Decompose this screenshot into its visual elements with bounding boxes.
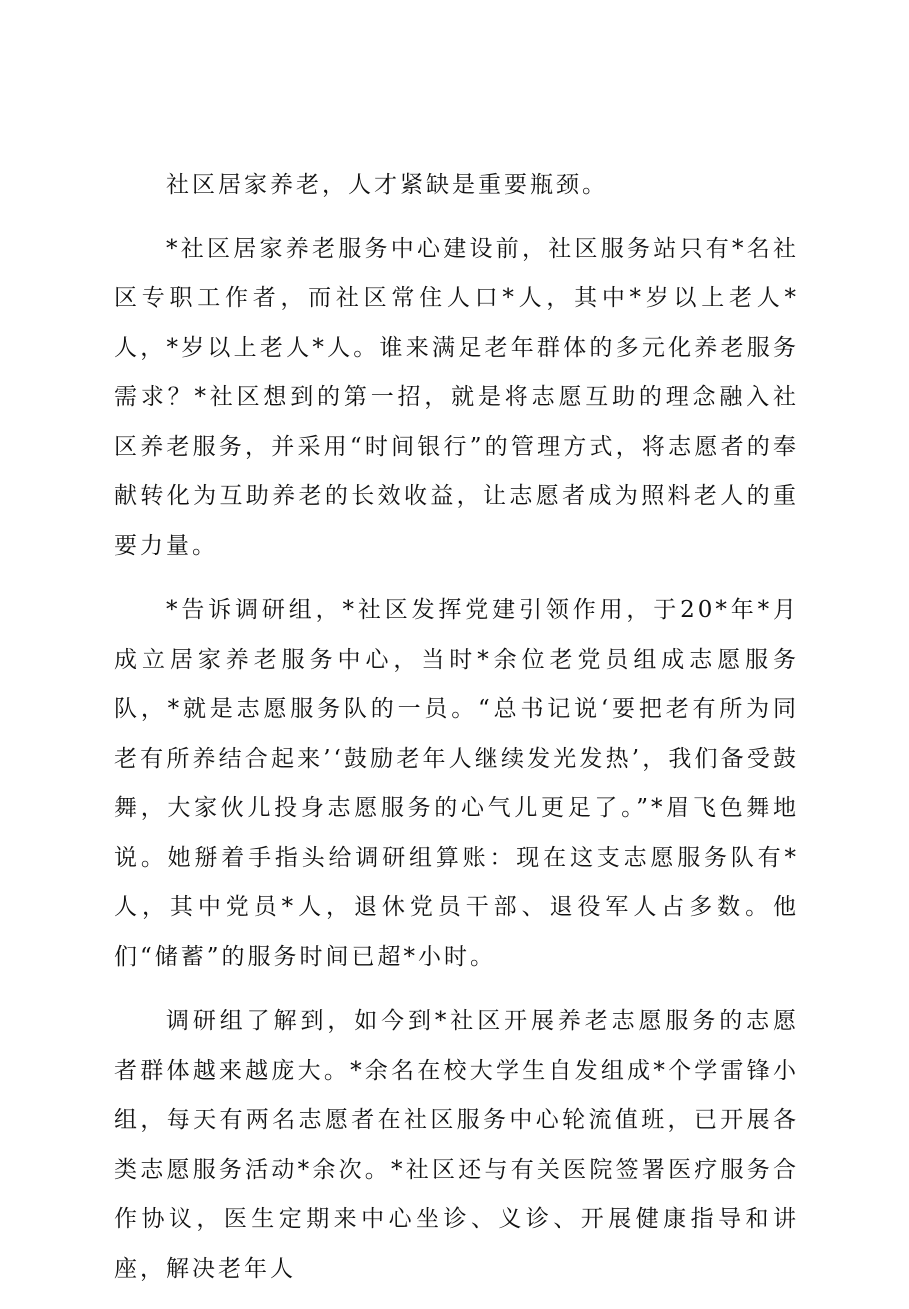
paragraph-2: *社区居家养老服务中心建设前，社区服务站只有*名社区专职工作者，而社区常住人口*人，其中*岁以上老人*人，*岁以上老人*人。谁来满足老年群体的多元化养老服务需求？*社区想到的第一招，就是将志愿互助的理念融入社区养老服务，并采用“时间银行”的管理方式，将志愿者的奉献转化为互助养老的长效收益，让志愿者成为照料老人的重要力量。 <box>114 235 799 559</box>
paragraph-3: *告诉调研组，*社区发挥党建引领作用，于20*年*月成立居家养老服务中心，当时*余位老党员组成志愿服务队，*就是志愿服务队的一员。“总书记说‘要把老有所为同老有所养结合起来’‘鼓励老年人继续发光发热’，我们备受鼓舞，大家伙儿投身志愿服务的心气儿更足了。”*眉飞色舞地说。她掰着手指头给调研组算账：现在这支志愿服务队有*人，其中党员*人，退休党员干部、退役军人占多数。他们“储蓄”的服务时间已超*小时。 <box>114 597 799 970</box>
paragraph-1: 社区居家养老，人才紧缺是重要瓶颈。 <box>166 172 608 198</box>
document-body <box>114 161 799 1309</box>
paragraph-4: 调研组了解到，如今到*社区开展养老志愿服务的志愿者群体越来越庞大。*余名在校大学生自发组成*个学雷锋小组，每天有两名志愿者在社区服务中心轮流值班，已开展各类志愿服务活动*余次。*社区还与有关医院签署医疗服务合作协议，医生定期来中心坐诊、义诊、开展健康指导和讲座，解决老年人 <box>114 1008 799 1282</box>
